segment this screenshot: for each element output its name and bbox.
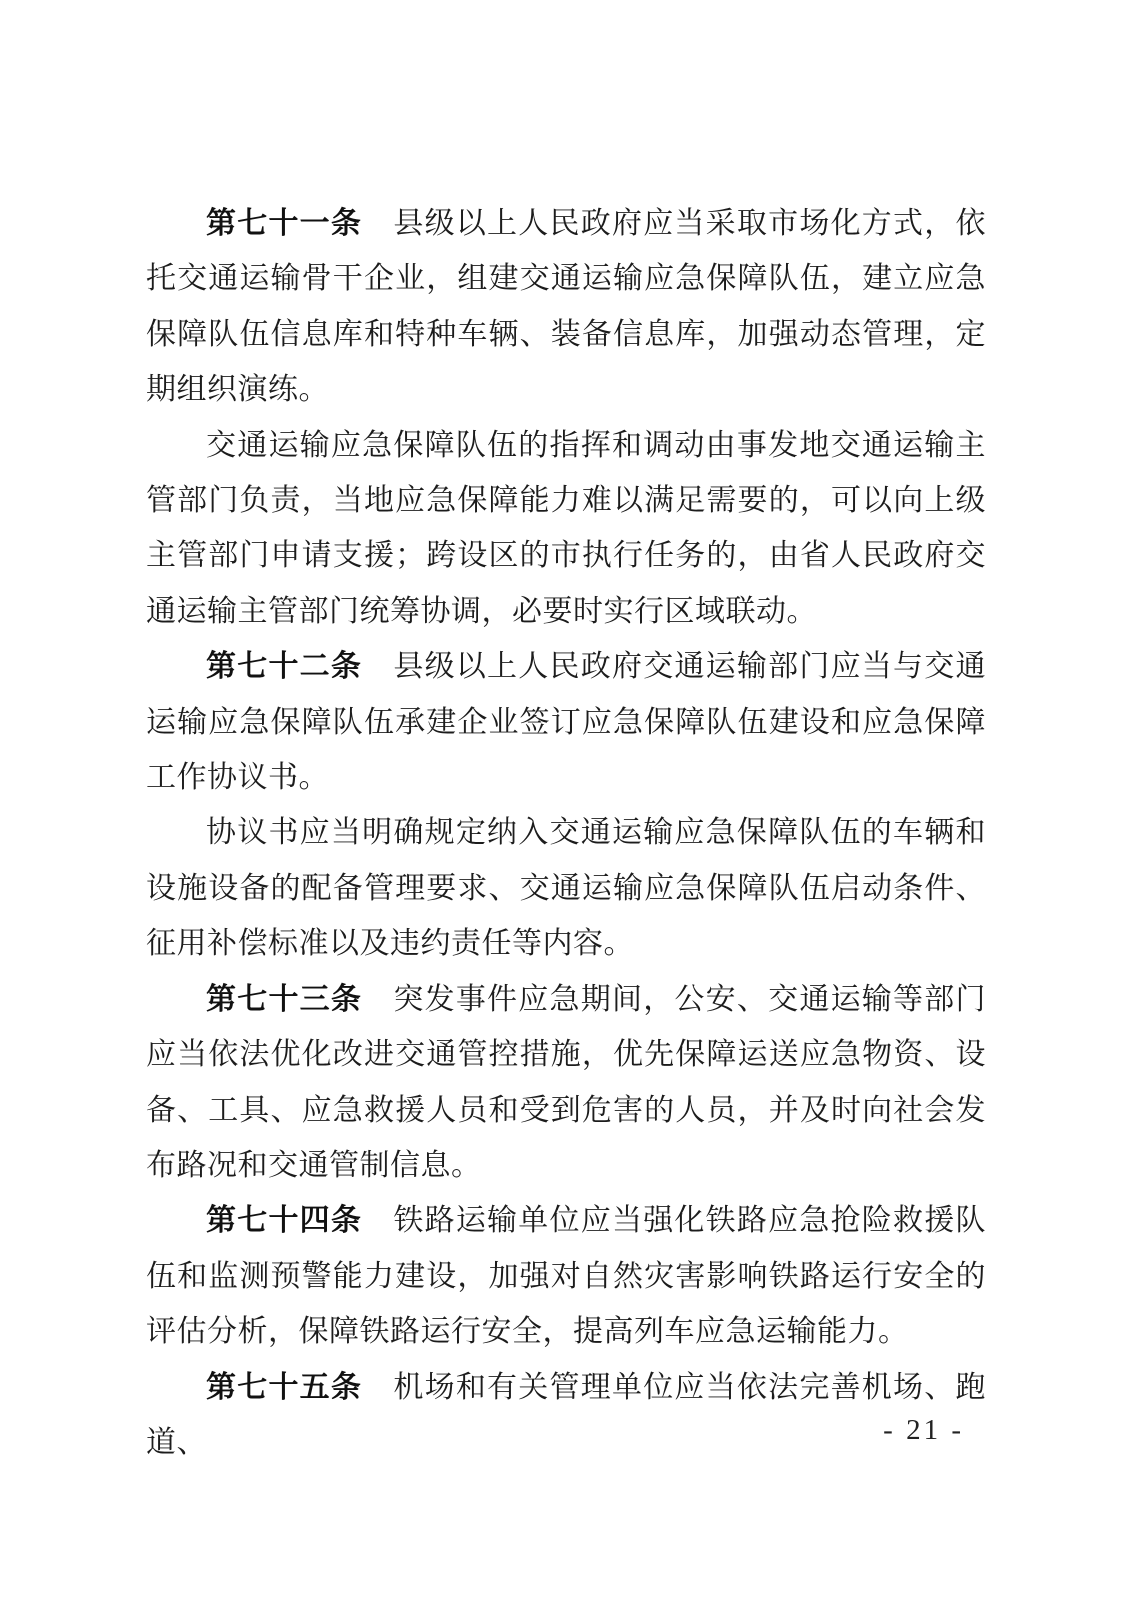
paragraph-text: 协议书应当明确规定纳入交通运输应急保障队伍的车辆和设施设备的配备管理要求、交通运输应急保障队伍启动条件、征用补偿标准以及违约责任等内容。 (146, 816, 986, 961)
article-number: 第七十三条 (206, 982, 394, 1016)
article-paragraph-72 (146, 639, 986, 805)
page-number: - 21 - (883, 1414, 964, 1446)
paragraph-text: 县级以上人民政府应当采取市场化方式，依托交通运输骨干企业，组建交通运输应急保障队伍，建立应急保障队伍信息库和特种车辆、装备信息库，加强动态管理，定期组织演练。 (146, 207, 986, 407)
article-paragraph-71-continued (146, 418, 986, 640)
article-paragraph-75 (146, 1360, 986, 1471)
article-number: 第七十四条 (206, 1204, 394, 1238)
article-paragraph-74 (146, 1193, 986, 1359)
document-body (146, 196, 986, 1470)
article-paragraph-71 (146, 196, 986, 418)
paragraph-text: 交通运输应急保障队伍的指挥和调动由事发地交通运输主管部门负责，当地应急保障能力难以满足需要的，可以向上级主管部门申请支援；跨设区的市执行任务的，由省人民政府交通运输主管部门统筹协调，必要时实行区域联动。 (146, 428, 986, 628)
article-number: 第七十二条 (206, 650, 394, 684)
article-number: 第七十五条 (206, 1370, 394, 1404)
paragraph-text: 突发事件应急期间，公安、交通运输等部门应当依法优化改进交通管控措施，优先保障运送应急物资、设备、工具、应急救援人员和受到危害的人员，并及时向社会发布路况和交通管制信息。 (146, 982, 986, 1182)
paragraph-text: 铁路运输单位应当强化铁路应急抢险救援队伍和监测预警能力建设，加强对自然灾害影响铁路运行安全的评估分析，保障铁路运行安全，提高列车应急运输能力。 (146, 1204, 986, 1349)
paragraph-text: 县级以上人民政府交通运输部门应当与交通运输应急保障队伍承建企业签订应急保障队伍建设和应急保障工作协议书。 (146, 650, 986, 795)
paragraph-text: 机场和有关管理单位应当依法完善机场、跑道、 (146, 1370, 986, 1459)
article-paragraph-72-continued (146, 805, 986, 971)
article-number: 第七十一条 (206, 207, 394, 240)
article-paragraph-73 (146, 972, 986, 1194)
